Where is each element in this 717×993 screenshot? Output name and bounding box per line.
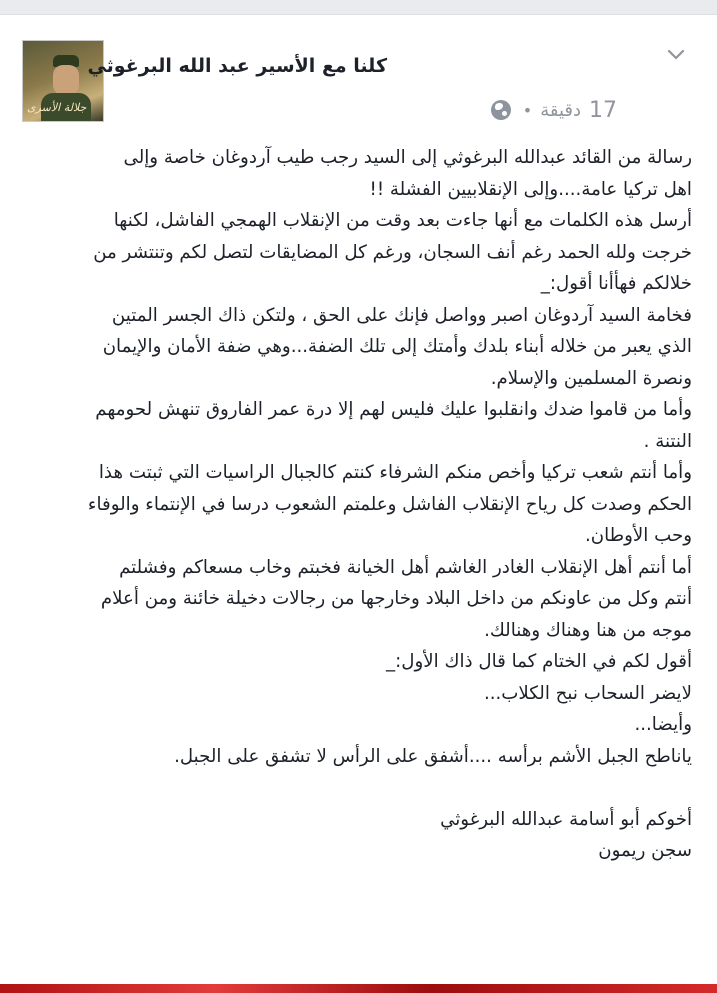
post-line: أخوكم أبو أسامة عبدالله البرغوثي	[440, 808, 692, 830]
chevron-down-icon[interactable]	[667, 45, 685, 63]
post-line: أقول لكم في الختام كما قال ذاك الأول:_	[386, 651, 692, 672]
post-header	[0, 15, 717, 125]
bottom-banner-strip	[0, 984, 717, 993]
post-line: الحكم وصدت كل رياح الإنقلاب الفاشل وعلمتم الشعوب درسا في الإنتماء والوفاء	[87, 493, 692, 515]
meta-separator: •	[522, 100, 533, 120]
post-card	[0, 14, 717, 985]
avatar-caption: جلالة الأسرى	[27, 101, 87, 114]
avatar[interactable]	[22, 40, 104, 122]
post-line: خرجت ولله الحمد رغم أنف السجان، ورغم كل المضايقات لتصل لكم وتنتشر من	[93, 241, 692, 263]
post-body	[20, 142, 692, 867]
post-meta	[491, 97, 617, 123]
post-line: موجه من هنا وهناك وهنالك.	[484, 619, 692, 641]
timestamp-unit[interactable]: دقيقة	[540, 99, 581, 121]
post-blank-line	[20, 772, 692, 804]
post-line: أما أنتم أهل الإنقلاب الغادر الغاشم أهل الخيانة فخبتم وخاب مسعاكم وفشلتم	[119, 556, 692, 578]
post-line: اهل تركيا عامة....وإلى الإنقلابيين الفشلة !!	[369, 178, 692, 200]
post-line: وأما من قاموا ضدك وانقلبوا عليك فليس لهم إلا درة عمر الفاروق تنهش لحومهم	[95, 399, 692, 420]
post-line: وأيضا...	[634, 714, 692, 735]
post-line: وأما أنتم شعب تركيا وأخص منكم الشرفاء كنتم كالجبال الراسيات التي ثبتت هذا	[98, 462, 692, 483]
post-line: وحب الأوطان.	[584, 525, 692, 546]
post-line: خلالكم فهأأنا أقول:_	[540, 273, 692, 294]
post-line: أنتم وكل من عاونكم من داخل البلاد وخارجها من رجالات دخيلة خائنة ومن أعلام	[100, 588, 692, 609]
post-line: لايضر السحاب نبح الكلاب...	[483, 682, 692, 704]
post-line: ياناطح الجبل الأشم برأسه ....أشفق على الرأس لا تشفق على الجبل.	[174, 745, 692, 767]
post-line: سجن ريمون	[598, 840, 692, 861]
post-line: أرسل هذه الكلمات مع أنها جاءت بعد وقت من الإنقلاب الهمجي الفاشل، لكنها	[113, 210, 692, 231]
post-line: رسالة من القائد عبدالله البرغوثي إلى السيد رجب طيب آردوغان خاصة وإلى	[123, 147, 692, 168]
post-line: النتنة .	[643, 430, 692, 452]
post-line: الذي يعبر من خلاله أبناء بلدك وأمتك إلى تلك الضفة...وهي ضفة الأمان والإيمان	[102, 336, 692, 357]
timestamp-value[interactable]: 17	[589, 97, 617, 123]
post-line: ونصرة المسلمين والإسلام.	[490, 367, 692, 389]
globe-icon[interactable]	[491, 100, 511, 120]
page-name-link[interactable]: كلنا مع الأسير عبد الله البرغوثي	[87, 55, 387, 77]
post-line: فخامة السيد آردوغان اصبر وواصل فإنك على الحق ، ولتكن ذاك الجسر المتين	[111, 304, 692, 326]
avatar-face	[53, 65, 79, 95]
